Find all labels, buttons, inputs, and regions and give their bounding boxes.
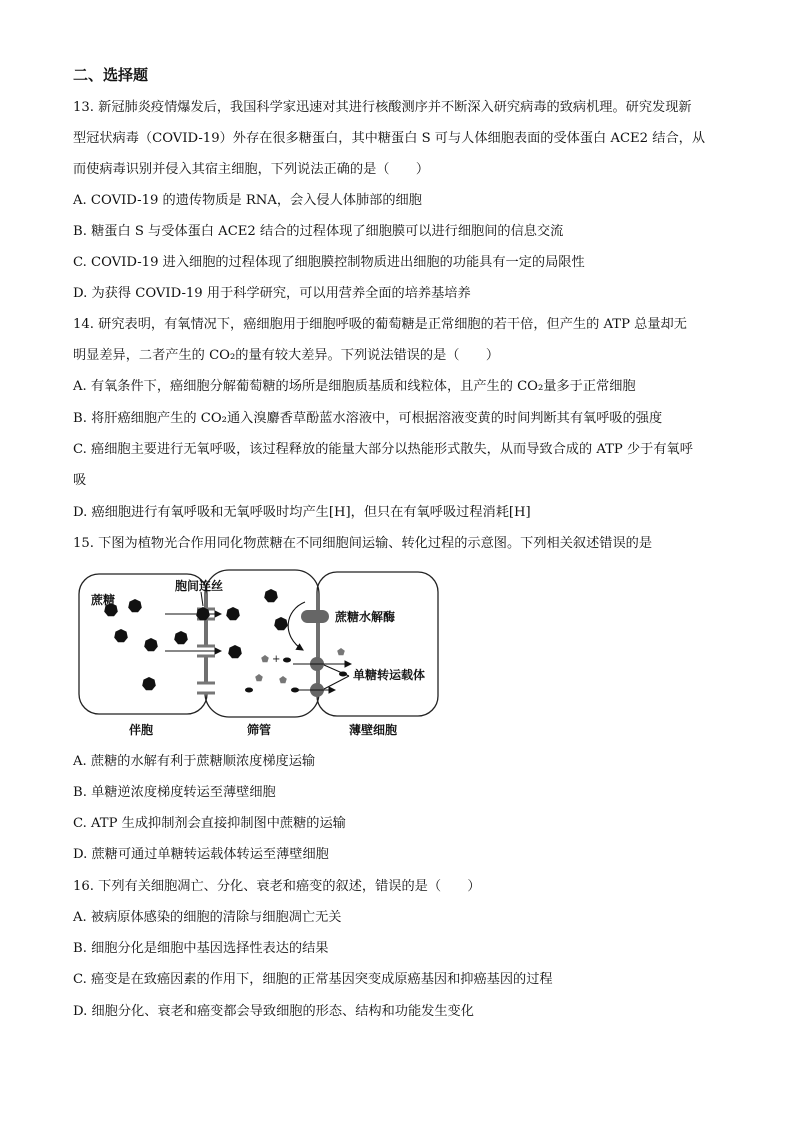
q14-option-a: A. 有氧条件下，癌细胞分解葡萄糖的场所是细胞质基质和线粒体，且产生的 CO₂量多于正常细胞 bbox=[73, 379, 636, 394]
q14-option-b: B. 将肝癌细胞产生的 CO₂通入溴麝香草酚蓝水溶液中，可根据溶液变黄的时间判断其有氧呼吸的强度 bbox=[73, 411, 663, 426]
q16-stem: 16. 下列有关细胞凋亡、分化、衰老和癌变的叙述，错误的是（ ） bbox=[73, 879, 481, 894]
q14-option-c-continued: 吸 bbox=[73, 473, 87, 488]
q15-option-b: B. 单糖逆浓度梯度转运至薄壁细胞 bbox=[73, 785, 276, 800]
label-sucrose-hydrolase: 蔗糖水解酶 bbox=[335, 610, 396, 624]
q16-option-b: B. 细胞分化是细胞中基因选择性表达的结果 bbox=[73, 941, 329, 956]
q14-option-c: C. 癌细胞主要进行无氧呼吸，该过程释放的能量大部分以热能形式散失，从而导致合成的 ATP 少于有氧呼 bbox=[73, 442, 693, 457]
transporter-label-pointers bbox=[324, 665, 349, 689]
q13-option-a: A. COVID-19 的遗传物质是 RNA，会入侵人体肺部的细胞 bbox=[73, 193, 422, 208]
hydrolysis-arrow bbox=[288, 602, 305, 650]
q15-option-a: A. 蔗糖的水解有利于蔗糖顺浓度梯度运输 bbox=[73, 754, 316, 769]
q15-option-d: D. 蔗糖可通过单糖转运载体转运至薄壁细胞 bbox=[73, 847, 329, 862]
q15-stem: 15. 下图为植物光合作用同化物蔗糖在不同细胞间运输、转化过程的示意图。下列相关叙述错误的是 bbox=[73, 536, 653, 551]
label-plasmodesmata: 胞间连丝 bbox=[175, 579, 224, 593]
label-monosaccharide-transporter: 单糖转运载体 bbox=[353, 668, 426, 682]
q16-option-d: D. 细胞分化、衰老和癌变都会导致细胞的形态、结构和功能发生变化 bbox=[73, 1004, 474, 1019]
q16-option-a: A. 被病原体感染的细胞的清除与细胞凋亡无关 bbox=[73, 910, 342, 925]
label-sieve-tube: 筛管 bbox=[247, 723, 272, 737]
q13-option-b: B. 糖蛋白 S 与受体蛋白 ACE2 结合的过程体现了细胞膜可以进行细胞间的信息交流 bbox=[73, 224, 564, 239]
q16-option-c: C. 癌变是在致癌因素的作用下，细胞的正常基因突变成原癌基因和抑癌基因的过程 bbox=[73, 972, 553, 987]
sucrose-transport-diagram bbox=[73, 566, 443, 738]
q13-option-c: C. COVID-19 进入细胞的过程体现了细胞膜控制物质进出细胞的功能具有一定的局限性 bbox=[73, 255, 585, 270]
parenchyma-cell-outline bbox=[317, 572, 438, 716]
plus-sign: + bbox=[272, 654, 281, 665]
q13-stem-line-1: 13. 新冠肺炎疫情爆发后，我国科学家迅速对其进行核酸测序并不断深入研究病毒的致病机理。研究发现新 bbox=[73, 100, 692, 115]
label-companion-cell: 伴胞 bbox=[129, 723, 154, 737]
monosaccharides bbox=[245, 648, 347, 693]
label-parenchyma-cell: 薄壁细胞 bbox=[349, 723, 398, 737]
q15-option-c: C. ATP 生成抑制剂会直接抑制图中蔗糖的运输 bbox=[73, 816, 346, 831]
q13-stem-line-2: 型冠状病毒（COVID-19）外存在很多糖蛋白，其中糖蛋白 S 可与人体细胞表面的受体蛋白 ACE2 结合，从 bbox=[73, 131, 706, 146]
q13-option-d: D. 为获得 COVID-19 用于科学研究，可以用营养全面的培养基培养 bbox=[73, 286, 471, 301]
section-title: 二、选择题 bbox=[73, 66, 149, 84]
q14-option-d: D. 癌细胞进行有氧呼吸和无氧呼吸时均产生[H]，但只在有氧呼吸过程消耗[H] bbox=[73, 505, 531, 520]
sucrose-hydrolase-enzyme bbox=[301, 610, 329, 623]
label-sucrose: 蔗糖 bbox=[91, 593, 116, 607]
q13-stem-line-3: 而使病毒识别并侵入其宿主细胞，下列说法正确的是（ ） bbox=[73, 162, 430, 177]
diagram-svg bbox=[73, 566, 443, 738]
plasmodesmata-pointer bbox=[201, 592, 203, 606]
q14-stem-line-1: 14. 研究表明，有氧情况下，癌细胞用于细胞呼吸的葡萄糖是正常细胞的若干倍，但产生的 ATP 总量却无 bbox=[73, 317, 687, 332]
q14-stem-line-2: 明显差异，二者产生的 CO₂的量有较大差异。下列说法错误的是（ ） bbox=[73, 348, 500, 363]
